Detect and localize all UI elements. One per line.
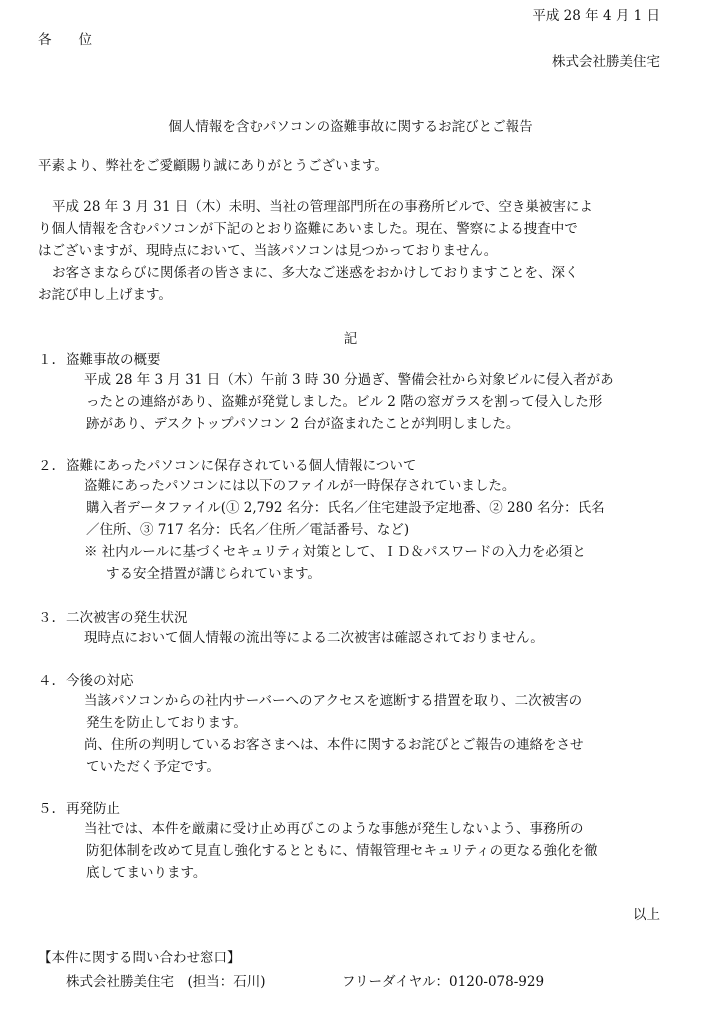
section-number: ４.: [38, 673, 56, 689]
section-line: 盗難にあったパソコンには以下のファイルが一時保存されていました。: [84, 478, 516, 494]
intro-paragraph: [38, 196, 664, 306]
section-line: 現時点において個人情報の流出等による二次被害は確認されておりません。: [84, 630, 544, 646]
section-title: 再発防止: [66, 801, 120, 817]
section-number: ３.: [38, 610, 56, 626]
section-5-body: [38, 818, 664, 884]
section-line: 底してまいります。: [86, 865, 207, 881]
contact-row: [66, 976, 544, 990]
section-line: 発生を防止しております。: [86, 715, 247, 731]
intro-line: はございますが、現時点において、当該パソコンは見つかっておりません。: [38, 243, 498, 259]
section-1-body: [38, 369, 664, 435]
section-line: 防犯体制を改めて見直し強化するとともに、情報管理セキュリティの更なる強化を徹: [86, 843, 598, 859]
section-line: ったとの連絡があり、盗難が発覚しました。ビル 2 階の窓ガラスを割って侵入した形: [86, 394, 603, 410]
section-note-line: ※ 社内ルールに基づくセキュリティ対策として、ＩＤ＆パスワードの入力を必須と: [84, 544, 586, 560]
contact-company: 株式会社勝美住宅 (担当：石川): [66, 974, 266, 990]
section-line: 平成 28 年 3 月 31 日（木）午前 3 時 30 分過ぎ、警備会社から対象ビルに侵入者があ: [84, 372, 614, 388]
section-line: ていただく予定です。: [86, 759, 220, 775]
section-title: 今後の対応: [66, 673, 134, 689]
intro-line: 平成 28 年 3 月 31 日（木）未明、当社の管理部門所在の事務所ビルで、空き巣被害によ: [52, 199, 593, 215]
document-title: 個人情報を含むパソコンの盗難事故に関するお詫びとご報告: [168, 119, 533, 135]
section-number: １.: [38, 352, 56, 368]
document-date: 平成 28 年 4 月 1 日: [532, 8, 660, 24]
section-3-body: [38, 627, 664, 649]
section-1-heading: [38, 354, 161, 368]
greeting: 平素より、弊社をご愛顧賜り誠にありがとうございます。: [38, 158, 388, 174]
addressee: 各 位: [38, 32, 92, 48]
section-title: 二次被害の発生状況: [66, 610, 188, 626]
section-line: ／住所、③ 717 名分：氏名／住所／電話番号、など): [86, 522, 410, 538]
contact-phone: フリーダイヤル：0120-078-929: [342, 974, 545, 990]
section-4-heading: [38, 675, 134, 689]
section-2-body: [38, 475, 664, 585]
contact-heading: 【本件に関する問い合わせ窓口】: [38, 950, 241, 966]
section-number: ２.: [38, 458, 56, 474]
closing-ijo: 以上: [633, 907, 660, 923]
section-title: 盗難にあったパソコンに保存されている個人情報について: [66, 458, 417, 474]
section-4-body: [38, 690, 664, 778]
section-line: 尚、住所の判明しているお客さまへは、本件に関するお詫びとご報告の連絡をさせ: [84, 737, 584, 753]
section-number: ５.: [38, 801, 56, 817]
section-line: 当社では、本件を厳粛に受け止め再びこのような事態が発生しないよう、事務所の: [84, 821, 584, 837]
section-line: 当該パソコンからの社内サーバーへのアクセスを遮断する措置を取り、二次被害の: [84, 693, 583, 709]
sender-company: 株式会社勝美住宅: [552, 54, 660, 70]
intro-line: お客さまならびに関係者の皆さまに、多大なご迷惑をおかけしておりますことを、深く: [52, 265, 579, 281]
section-5-heading: [38, 803, 120, 817]
section-line: 跡があり、デスクトップパソコン 2 台が盗まれたことが判明しました。: [86, 416, 520, 432]
intro-line: お詫び申し上げます。: [38, 287, 172, 303]
section-line: 購入者データファイル(① 2,792 名分：氏名／住宅建設予定地番、② 280 名分：氏名: [86, 500, 605, 516]
ki-marker: 記: [343, 331, 358, 347]
section-title: 盗難事故の概要: [66, 352, 161, 368]
intro-line: り個人情報を含むパソコンが下記のとおり盗難にあいました。現在、警察による捜査中で: [38, 221, 578, 237]
section-2-heading: [38, 460, 416, 474]
section-3-heading: [38, 612, 188, 626]
section-note-line: する安全措置が講じられています。: [106, 566, 321, 582]
